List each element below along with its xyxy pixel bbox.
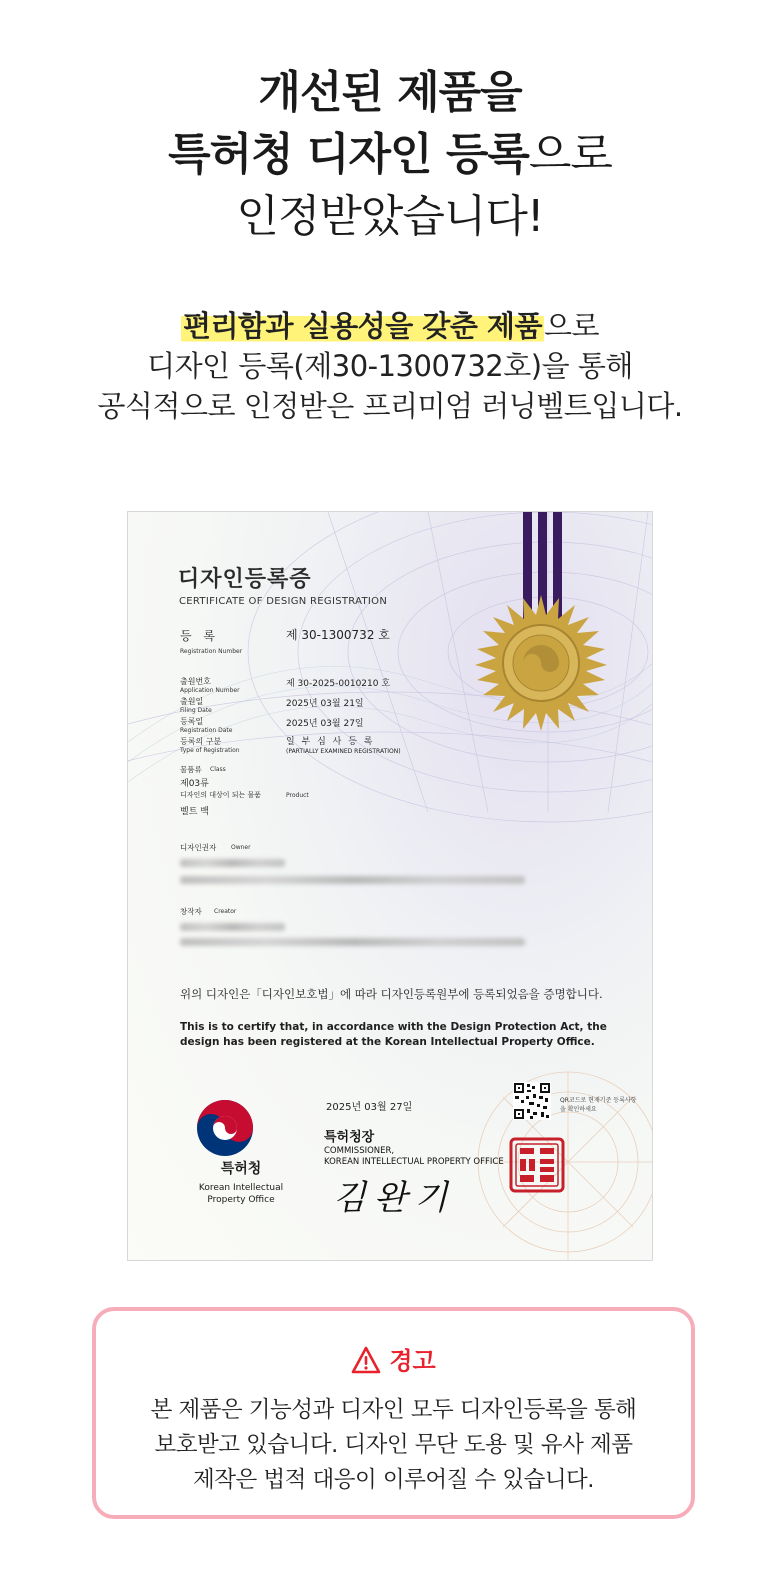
redacted-creator-name (180, 923, 285, 931)
warning-triangle-icon (351, 1346, 381, 1374)
field-value: 제 30-2025-0010210 호 (286, 679, 391, 689)
warning-line-3: 제작은 법적 대응이 이루어질 수 있습니다. (193, 1467, 594, 1493)
class-label: 물품류 (180, 765, 202, 774)
field-label: 출원일 (180, 697, 204, 706)
warning-text (96, 1393, 691, 1498)
issue-date: 2025년 03월 27일 (326, 1102, 413, 1113)
certificate-title-en: CERTIFICATE OF DESIGN REGISTRATION (179, 596, 388, 607)
field-label: 등록일 (180, 717, 204, 726)
description-line-3: 공식적으로 인정받은 프리미엄 러닝벨트입니다. (97, 389, 683, 423)
product-value: 벨트 백 (180, 807, 209, 817)
product-label-en: Product (286, 792, 309, 799)
product-label: 디자인의 대상이 되는 물품 (180, 791, 262, 799)
field-value: 2025년 03월 27일 (286, 719, 364, 729)
commissioner-title-en-line-2: KOREAN INTELLECTUAL PROPERTY OFFICE (324, 1157, 504, 1167)
class-value: 제03류 (180, 779, 209, 789)
warning-line-1: 본 제품은 기능성과 디자인 모두 디자인등록을 통해 (150, 1397, 637, 1423)
headline-line-2-bold: 특허청 디자인 등록 (168, 129, 529, 180)
commissioner-title-en-line-1: COMMISSIONER, (324, 1146, 395, 1156)
qr-code-icon (513, 1082, 551, 1120)
headline-line-1: 개선된 제품을 (258, 67, 522, 118)
description-line-1-rest: 으로 (543, 309, 599, 343)
field-label: 출원번호 (180, 677, 211, 686)
field-label-en: Application Number (180, 687, 240, 694)
warning-title: 경고 (389, 1347, 436, 1375)
kipo-name-en (176, 1182, 306, 1206)
certificate-statement-en: This is to certify that, in accordance with the Design Protection Act, the design has been registered at the Korean Intellectual Property Office. (180, 1021, 607, 1048)
description-line-1 (0, 306, 780, 346)
registration-label-en: Registration Number (180, 648, 243, 655)
certificate-statement: 위의 디자인은「디자인보호법」에 따라 디자인등록원부에 등록되었음을 증명합니다. (180, 987, 603, 1001)
creator-label-en: Creator (214, 908, 237, 915)
warning-box (92, 1307, 695, 1519)
design-registration-certificate (127, 511, 653, 1261)
headline-line-3: 인정받았습니다! (236, 191, 544, 242)
kipo-name: 특허청 (220, 1161, 262, 1177)
commissioner-title-en (324, 1146, 504, 1168)
warning-title-row (96, 1341, 691, 1376)
gold-seal-icon (473, 595, 609, 731)
redacted-owner-name (180, 859, 285, 867)
field-label-en: Type of Registration (180, 747, 240, 754)
field-label-en: Filing Date (180, 707, 212, 714)
registration-label: 등 록 (180, 629, 219, 643)
qr-code-note: QR코드로 현재기준 등록사항을 확인하세요 (560, 1097, 637, 1113)
field-value: 2025년 03월 21일 (286, 699, 364, 709)
headline (0, 62, 780, 248)
headline-line-2 (0, 124, 780, 186)
field-label-en: Registration Date (180, 727, 233, 734)
taegeuk-logo-icon (194, 1097, 256, 1159)
owner-label-en: Owner (231, 844, 251, 851)
redacted-owner-address (180, 876, 525, 884)
field-value: 일 부 심 사 등 록 (286, 737, 375, 747)
official-red-stamp-icon (509, 1137, 565, 1193)
headline-line-2-normal: 으로 (528, 129, 612, 180)
field-value-en: (PARTIALLY EXAMINED REGISTRATION) (286, 748, 401, 755)
description-highlight: 편리함과 실용성을 갖춘 제품 (183, 309, 542, 343)
description-line-2: 디자인 등록(제30-1300732호)을 통해 (147, 349, 633, 383)
kipo-name-en-line-2: Property Office (207, 1195, 275, 1205)
registration-number: 제 30-1300732 호 (286, 628, 390, 642)
field-label: 등록의 구분 (180, 737, 222, 746)
owner-label: 디자인권자 (180, 843, 217, 852)
warning-line-2: 보호받고 있습니다. 디자인 무단 도용 및 유사 제품 (154, 1432, 633, 1458)
commissioner-title: 특허청장 (324, 1130, 375, 1145)
certificate-title: 디자인등록증 (178, 567, 312, 592)
creator-label: 창작자 (180, 907, 202, 916)
commissioner-signature: 김완기 (333, 1178, 456, 1218)
description (0, 306, 780, 426)
class-label-en: Class (210, 766, 226, 773)
redacted-creator-address (180, 938, 525, 946)
kipo-name-en-line-1: Korean Intellectual (198, 1183, 284, 1193)
